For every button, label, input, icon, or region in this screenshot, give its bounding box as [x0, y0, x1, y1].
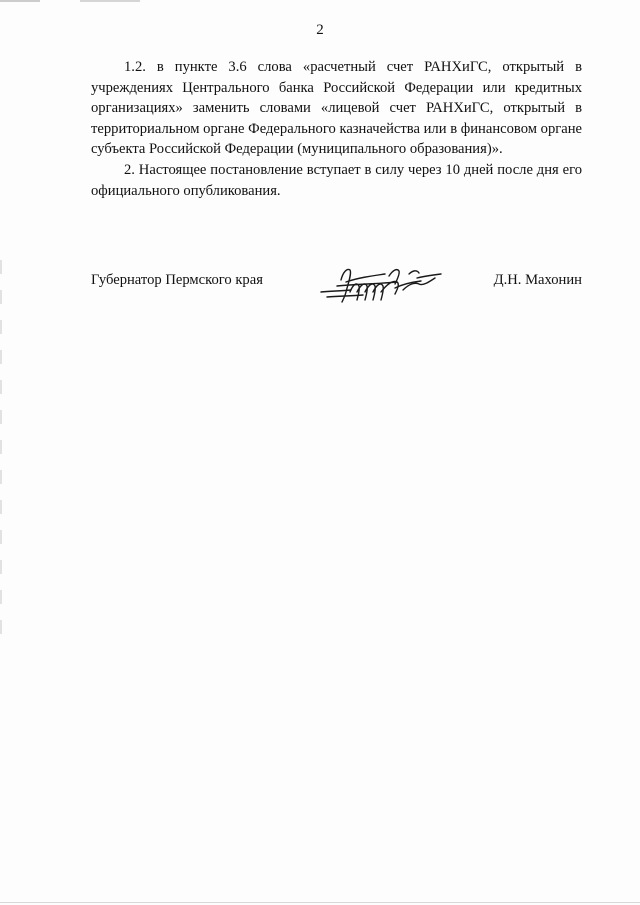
- paragraph-effective-date: 2. Настоящее постановление вступает в силу через 10 дней после дня его официального опубликования.: [91, 161, 582, 199]
- signature-block: [91, 262, 582, 312]
- scan-artifact-top: [0, 0, 140, 2]
- signatory-name: Д.Н. Махонин: [493, 272, 582, 288]
- handwritten-signature-icon: [317, 262, 447, 306]
- document-body: [91, 57, 582, 201]
- signatory-position: Губернатор Пермского края: [91, 272, 263, 288]
- scan-artifact-left: [0, 260, 2, 640]
- scan-artifact-bottom: [0, 902, 640, 903]
- page-number: 2: [316, 22, 324, 38]
- paragraph-amendment: 1.2. в пункте 3.6 слова «расчетный счет РАНХиГС, открытый в учреждениях Центрального банка Российской Федерации или кредитных организациях» заменить словами «лицевой счет РАНХиГС, открытый в территориальном органе Федерального казначейства или в финансовом органе субъекта Российской Федерации (муниципального образования)».: [91, 59, 582, 158]
